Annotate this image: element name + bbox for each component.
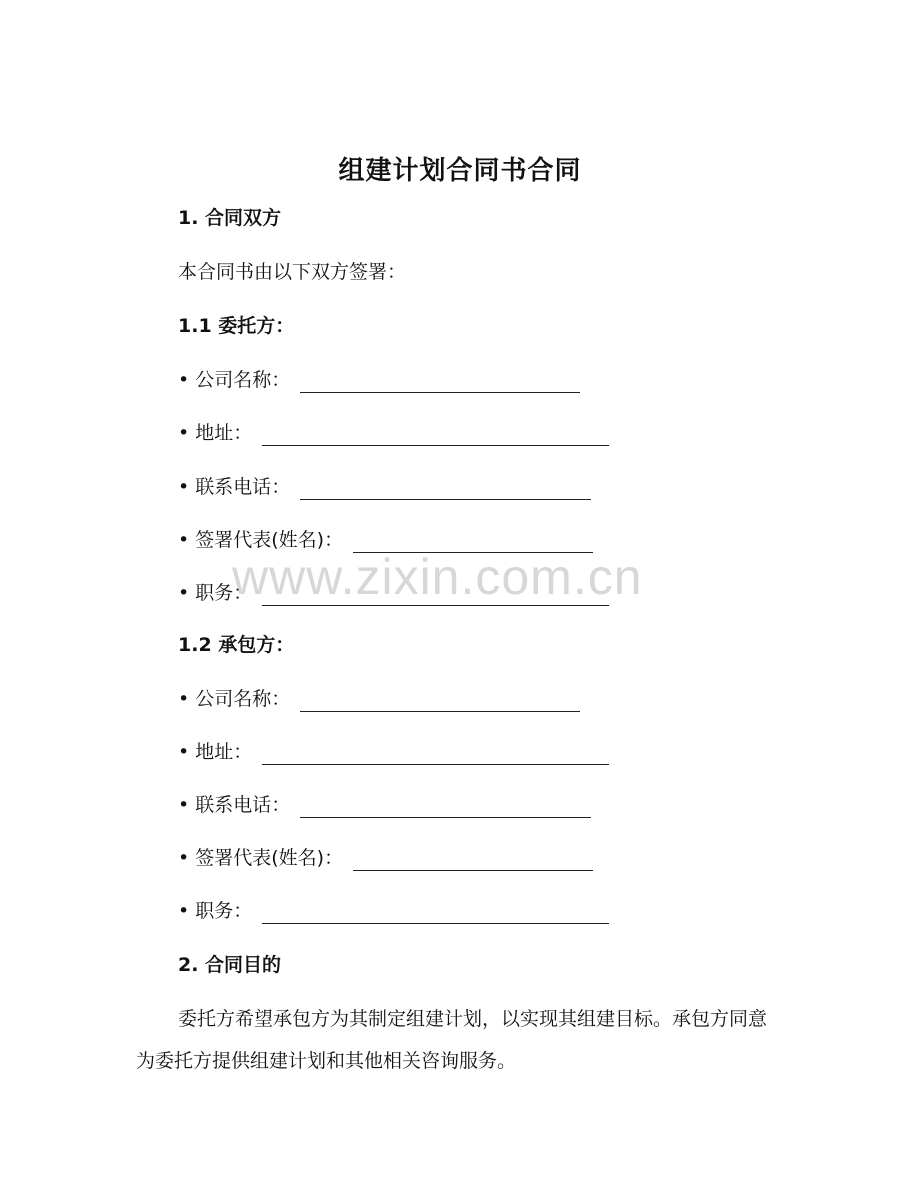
party-b-position-field bbox=[178, 898, 609, 924]
field-label: • 公司名称： bbox=[178, 688, 291, 710]
section-2-heading: 2. 合同目的 bbox=[178, 954, 282, 976]
party-b-company-name-field bbox=[178, 686, 580, 712]
document-title: 组建计划合同书合同 bbox=[338, 156, 582, 186]
fill-in-blank bbox=[300, 691, 580, 712]
party-b-representative-field bbox=[178, 845, 593, 871]
field-label: • 职务： bbox=[178, 900, 253, 922]
party-a-phone-field bbox=[178, 474, 591, 500]
section-1-intro: 本合同书由以下双方签署： bbox=[178, 261, 407, 283]
fill-in-blank bbox=[262, 425, 609, 446]
field-label: • 签署代表(姓名)： bbox=[178, 847, 344, 869]
party-b-address-field bbox=[178, 739, 609, 765]
fill-in-blank bbox=[300, 797, 591, 818]
fill-in-blank bbox=[300, 372, 580, 393]
field-label: • 联系电话： bbox=[178, 794, 291, 816]
fill-in-blank bbox=[262, 744, 609, 765]
fill-in-blank bbox=[353, 850, 593, 871]
fill-in-blank bbox=[300, 479, 591, 500]
party-b-heading: 1.2 承包方： bbox=[178, 634, 295, 656]
field-label: • 职务： bbox=[178, 582, 253, 604]
section-2-body: 委托方希望承包方为其制定组建计划，以实现其组建目标。承包方同意为委托方提供组建计划和其他相关咨询服务。 bbox=[136, 1008, 768, 1072]
field-label: • 公司名称： bbox=[178, 369, 291, 391]
field-label: • 地址： bbox=[178, 741, 253, 763]
party-a-heading: 1.1 委托方： bbox=[178, 315, 295, 337]
party-b-phone-field bbox=[178, 792, 591, 818]
field-label: • 签署代表(姓名)： bbox=[178, 529, 344, 551]
watermark: www.zixin.com.cn bbox=[232, 549, 643, 605]
field-label: • 地址： bbox=[178, 422, 253, 444]
field-label: • 联系电话： bbox=[178, 476, 291, 498]
section-1-heading: 1. 合同双方 bbox=[178, 207, 282, 229]
fill-in-blank bbox=[262, 903, 609, 924]
party-a-company-name-field bbox=[178, 367, 580, 393]
party-a-address-field bbox=[178, 420, 609, 446]
